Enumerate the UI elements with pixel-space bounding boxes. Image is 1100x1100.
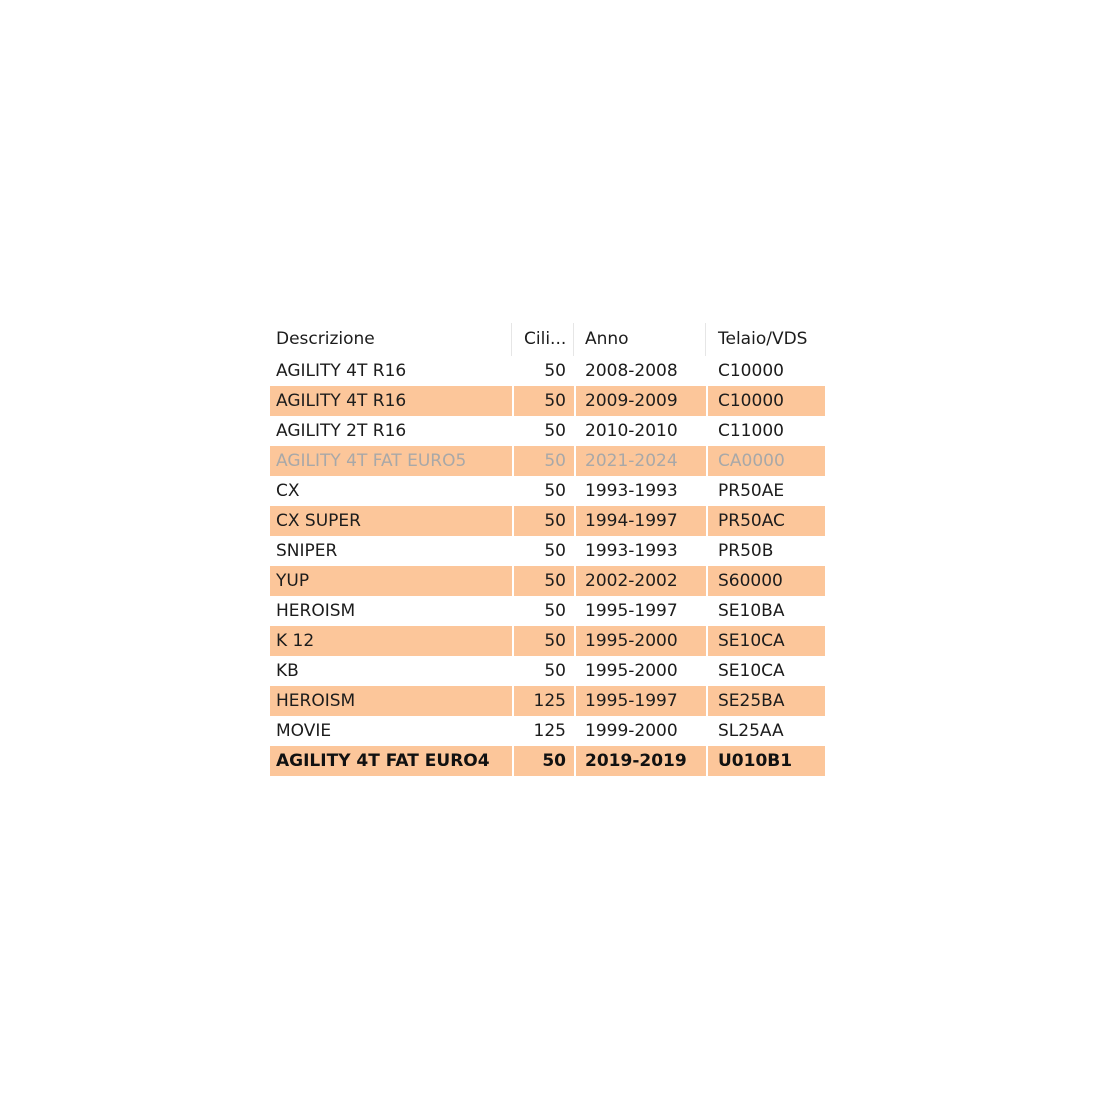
cell-telaio: U010B1	[708, 746, 825, 776]
cell-cilindrata: 50	[544, 601, 566, 621]
cell-cilindrata: 125	[514, 686, 574, 716]
cell-anno: 2019-2019	[576, 746, 706, 776]
table-row[interactable]	[270, 446, 825, 476]
cell-telaio: C11000	[718, 421, 784, 441]
cell-anno: 2010-2010	[585, 421, 678, 441]
cell-cilindrata: 50	[544, 661, 566, 681]
table-row[interactable]	[270, 656, 825, 686]
table-row[interactable]	[270, 506, 825, 536]
cell-telaio: CA0000	[708, 446, 825, 476]
vehicle-table	[270, 323, 825, 776]
column-header-descrizione[interactable]: Descrizione	[270, 323, 512, 356]
cell-descrizione: MOVIE	[276, 721, 332, 741]
cell-anno: 1993-1993	[585, 481, 678, 501]
cell-anno: 1995-2000	[585, 661, 678, 681]
cell-anno: 2008-2008	[585, 361, 678, 381]
cell-telaio: S60000	[708, 566, 825, 596]
table-row[interactable]	[270, 596, 825, 626]
cell-descrizione: AGILITY 4T FAT EURO4	[270, 746, 512, 776]
column-header-telaio[interactable]: Telaio/VDS	[718, 329, 808, 349]
cell-telaio: SE10CA	[708, 626, 825, 656]
cell-anno: 2002-2002	[576, 566, 706, 596]
table-header	[270, 323, 825, 356]
cell-cilindrata: 50	[514, 386, 574, 416]
cell-telaio: PR50B	[718, 541, 774, 561]
cell-telaio: SE10BA	[718, 601, 785, 621]
table-row[interactable]	[270, 566, 825, 596]
table-row[interactable]	[270, 476, 825, 506]
table-row[interactable]	[270, 716, 825, 746]
cell-descrizione: YUP	[270, 566, 512, 596]
table-row[interactable]	[270, 356, 825, 386]
column-header-anno[interactable]: Anno	[576, 323, 706, 356]
cell-cilindrata: 50	[514, 566, 574, 596]
cell-telaio: C10000	[708, 386, 825, 416]
cell-cilindrata: 50	[544, 541, 566, 561]
cell-anno: 1993-1993	[585, 541, 678, 561]
cell-descrizione: CX SUPER	[270, 506, 512, 536]
cell-descrizione: AGILITY 2T R16	[276, 421, 407, 441]
table-row[interactable]	[270, 686, 825, 716]
cell-descrizione: HEROISM	[276, 601, 356, 621]
table-row[interactable]	[270, 536, 825, 566]
cell-anno: 1999-2000	[585, 721, 678, 741]
cell-cilindrata: 50	[514, 626, 574, 656]
cell-telaio: PR50AE	[718, 481, 785, 501]
cell-descrizione: AGILITY 4T FAT EURO5	[270, 446, 512, 476]
cell-cilindrata: 50	[514, 506, 574, 536]
cell-cilindrata: 50	[514, 746, 574, 776]
cell-descrizione: KB	[276, 661, 299, 681]
cell-descrizione: HEROISM	[270, 686, 512, 716]
cell-descrizione: SNIPER	[276, 541, 338, 561]
cell-anno: 2021-2024	[576, 446, 706, 476]
table-row[interactable]	[270, 746, 825, 776]
cell-telaio: PR50AC	[708, 506, 825, 536]
cell-descrizione: K 12	[270, 626, 512, 656]
cell-telaio: SE10CA	[718, 661, 785, 681]
cell-telaio: SE25BA	[708, 686, 825, 716]
cell-descrizione: AGILITY 4T R16	[270, 386, 512, 416]
cell-telaio: C10000	[718, 361, 784, 381]
cell-cilindrata: 125	[533, 721, 566, 741]
cell-anno: 1995-2000	[576, 626, 706, 656]
column-header-cilindrata[interactable]: Cili...	[514, 323, 574, 356]
cell-telaio: SL25AA	[718, 721, 784, 741]
cell-cilindrata: 50	[544, 481, 566, 501]
cell-anno: 1994-1997	[576, 506, 706, 536]
table-row[interactable]	[270, 386, 825, 416]
cell-cilindrata: 50	[544, 421, 566, 441]
table-row[interactable]	[270, 416, 825, 446]
cell-cilindrata: 50	[514, 446, 574, 476]
cell-anno: 1995-1997	[576, 686, 706, 716]
cell-descrizione: CX	[276, 481, 300, 501]
cell-anno: 1995-1997	[585, 601, 678, 621]
cell-anno: 2009-2009	[576, 386, 706, 416]
table-body	[270, 356, 825, 776]
table-row[interactable]	[270, 626, 825, 656]
cell-descrizione: AGILITY 4T R16	[276, 361, 407, 381]
cell-cilindrata: 50	[544, 361, 566, 381]
